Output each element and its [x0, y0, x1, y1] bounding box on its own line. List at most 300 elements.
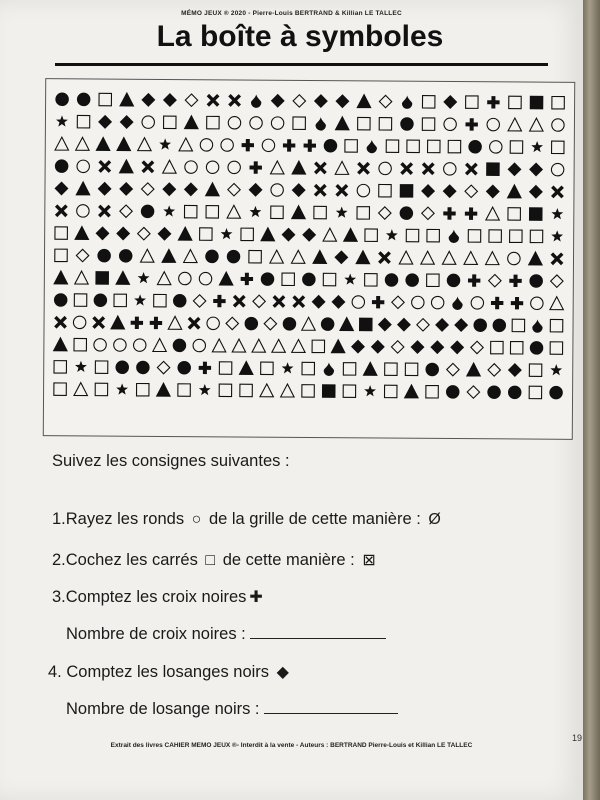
black-triangle-symbol	[405, 385, 418, 398]
answer-crosses-label: Nombre de croix noires :	[66, 625, 246, 643]
black-diamond-symbol	[530, 186, 542, 198]
white-circle-symbol	[228, 117, 240, 129]
white-square-symbol	[249, 250, 261, 262]
black-x-symbol	[294, 296, 304, 306]
white-circle-symbol	[142, 116, 154, 128]
black-square-symbol	[400, 185, 412, 197]
white-triangle-symbol	[75, 271, 88, 284]
white-square-symbol	[95, 361, 107, 373]
black-circle-symbol	[324, 140, 336, 152]
black-x-symbol	[274, 296, 284, 306]
header-credit: MÉMO JEUX ® 2020 - Pierre-Louis BERTRAND & Killian LE TALLEC	[181, 10, 402, 17]
black-diamond-symbol	[249, 184, 261, 196]
white-triangle-symbol	[179, 138, 192, 151]
black-star-symbol	[550, 364, 562, 375]
white-circle-symbol	[179, 272, 191, 284]
white-square-symbol	[200, 228, 212, 240]
black-circle-symbol	[400, 207, 412, 219]
black-triangle-symbol	[356, 251, 369, 264]
white-square-symbol	[427, 229, 439, 241]
white-square-symbol	[510, 230, 522, 242]
black-triangle-symbol	[76, 182, 89, 195]
black-x-symbol	[143, 162, 153, 172]
white-square-symbol	[466, 96, 478, 108]
black-diamond-symbol	[336, 95, 348, 107]
instruction-text: Comptez les croix noires	[65, 588, 247, 606]
white-square-symbol	[552, 141, 564, 153]
black-triangle-symbol	[344, 228, 357, 241]
black-square-symbol	[487, 163, 499, 175]
black-diamond-symbol	[508, 163, 520, 175]
white-square-symbol	[427, 274, 439, 286]
black-circle-symbol	[245, 317, 257, 329]
instruction-1	[52, 510, 444, 529]
black-x-symbol	[93, 317, 103, 327]
white-diamond-symbol	[379, 95, 391, 107]
black-cross-symbol	[131, 317, 143, 329]
black-cross-symbol	[283, 139, 295, 151]
black-diamond-symbol	[444, 96, 456, 108]
black-circle-symbol	[283, 318, 295, 330]
black-diamond-symbol	[98, 183, 110, 195]
white-square-symbol	[530, 230, 542, 242]
white-triangle-symbol	[163, 160, 176, 173]
white-triangle-symbol	[292, 339, 305, 352]
black-star-symbol	[134, 294, 146, 305]
white-triangle-symbol	[281, 384, 294, 397]
black-square-symbol	[530, 208, 542, 220]
black-star-symbol	[336, 206, 348, 217]
white-circle-symbol	[228, 161, 240, 173]
black-cross-symbol	[242, 139, 254, 151]
white-triangle-symbol	[335, 161, 348, 174]
black-square-symbol	[96, 272, 108, 284]
white-diamond-symbol	[391, 341, 403, 353]
white-diamond-symbol	[264, 317, 276, 329]
instruction-number: 1.	[52, 510, 66, 528]
answer-diamonds-field[interactable]	[264, 713, 398, 714]
black-triangle-symbol	[111, 316, 124, 329]
white-circle-symbol	[207, 317, 219, 329]
white-square-symbol	[448, 140, 460, 152]
black-triangle-symbol	[185, 116, 198, 129]
white-circle-symbol	[94, 339, 106, 351]
black-diamond-symbol	[96, 227, 108, 239]
black-diamond-symbol	[443, 185, 455, 197]
white-diamond-symbol	[551, 275, 563, 287]
white-circle-icon: ○	[191, 511, 202, 528]
white-square-symbol	[55, 227, 67, 239]
white-triangle-symbol	[530, 118, 543, 131]
black-circle-symbol	[474, 319, 486, 331]
white-diamond-symbol	[193, 295, 205, 307]
white-diamond-symbol	[228, 183, 240, 195]
black-circle-symbol	[550, 386, 562, 398]
black-diamond-symbol	[99, 116, 111, 128]
black-square-symbol	[360, 318, 372, 330]
white-square-symbol	[137, 383, 149, 395]
black-diamond-symbol	[487, 185, 499, 197]
white-circle-symbol	[221, 139, 233, 151]
white-circle-symbol	[352, 296, 364, 308]
white-square-symbol	[491, 341, 503, 353]
black-triangle-symbol	[120, 93, 133, 106]
black-triangle-symbol	[239, 361, 252, 374]
white-diamond-symbol	[392, 296, 404, 308]
white-circle-symbol	[508, 252, 520, 264]
black-star-symbol	[344, 273, 356, 284]
white-square-symbol	[550, 319, 562, 331]
black-star-symbol	[56, 115, 68, 126]
black-circle-symbol	[174, 295, 186, 307]
white-square-symbol	[345, 140, 357, 152]
black-circle-symbol	[178, 361, 190, 373]
black-cross-symbol	[465, 118, 477, 130]
black-triangle-symbol	[467, 363, 480, 376]
white-triangle-symbol	[550, 297, 563, 310]
black-diamond-icon: ◆	[276, 664, 289, 681]
white-square-symbol	[365, 274, 377, 286]
black-drop-symbol	[367, 140, 377, 153]
white-square-symbol	[426, 386, 438, 398]
white-square-symbol	[240, 384, 252, 396]
black-x-symbol	[401, 163, 411, 173]
answer-crosses	[66, 625, 386, 644]
black-x-symbol	[99, 206, 109, 216]
white-square-symbol	[379, 118, 391, 130]
white-diamond-symbol	[465, 185, 477, 197]
black-diamond-symbol	[332, 296, 344, 308]
black-diamond-symbol	[272, 95, 284, 107]
black-x-symbol	[358, 163, 368, 173]
white-square-symbol	[54, 361, 66, 373]
black-diamond-symbol	[352, 340, 364, 352]
white-triangle-symbol	[270, 250, 283, 263]
black-diamond-symbol	[455, 319, 467, 331]
black-triangle-symbol	[331, 340, 344, 353]
black-circle-symbol	[469, 141, 481, 153]
instruction-number: 3.	[52, 588, 66, 606]
white-triangle-symbol	[157, 272, 170, 285]
white-triangle-symbol	[184, 250, 197, 263]
black-cross-icon: ✚	[249, 589, 263, 606]
symbol-grid	[43, 78, 575, 440]
black-star-symbol	[551, 208, 563, 219]
white-triangle-symbol	[291, 250, 304, 263]
black-diamond-symbol	[120, 183, 132, 195]
white-square-symbol	[529, 386, 541, 398]
black-circle-symbol	[77, 93, 89, 105]
black-drop-symbol	[449, 230, 459, 243]
black-diamond-symbol	[431, 341, 443, 353]
instruction-number: 4.	[48, 663, 62, 681]
black-star-symbol	[386, 229, 398, 240]
black-diamond-symbol	[335, 251, 347, 263]
white-diamond-symbol	[489, 274, 501, 286]
black-diamond-symbol	[303, 229, 315, 241]
black-diamond-symbol	[158, 228, 170, 240]
black-triangle-symbol	[363, 362, 376, 375]
black-diamond-symbol	[411, 341, 423, 353]
black-circle-symbol	[530, 275, 542, 287]
white-circle-symbol	[193, 339, 205, 351]
white-square-symbol	[302, 385, 314, 397]
white-triangle-symbol	[260, 384, 273, 397]
crossed-square-icon: ⊠	[362, 552, 376, 569]
black-circle-symbol	[227, 250, 239, 262]
black-star-symbol	[551, 230, 563, 241]
black-star-symbol	[199, 384, 211, 395]
white-circle-symbol	[471, 297, 483, 309]
page-title: La boîte à symboles	[156, 20, 444, 53]
black-circle-symbol	[488, 386, 500, 398]
black-star-symbol	[364, 385, 376, 396]
black-circle-symbol	[493, 319, 505, 331]
white-square-symbol	[312, 340, 324, 352]
page-number: 19	[572, 733, 583, 743]
black-triangle-symbol	[292, 206, 305, 219]
white-square-symbol	[74, 294, 86, 306]
white-square-symbol	[512, 319, 524, 331]
white-triangle-symbol	[227, 205, 240, 218]
black-square-symbol	[323, 385, 335, 397]
white-circle-symbol	[431, 296, 443, 308]
black-diamond-symbol	[117, 227, 129, 239]
white-circle-symbol	[444, 118, 456, 130]
black-star-symbol	[163, 205, 175, 216]
white-triangle-symbol	[252, 339, 265, 352]
struck-circle-icon: Ø	[428, 511, 441, 528]
answer-diamonds	[66, 700, 398, 719]
white-circle-symbol	[77, 160, 89, 172]
white-square-symbol	[178, 384, 190, 396]
black-triangle-symbol	[162, 249, 175, 262]
black-diamond-symbol	[315, 95, 327, 107]
black-cross-symbol	[241, 273, 253, 285]
instruction-text: Comptez les losanges noirs	[66, 663, 270, 681]
white-diamond-symbol	[226, 317, 238, 329]
white-circle-symbol	[73, 316, 85, 328]
black-triangle-symbol	[219, 272, 232, 285]
answer-crosses-field[interactable]	[250, 638, 386, 639]
white-square-symbol	[271, 206, 283, 218]
black-diamond-symbol	[372, 341, 384, 353]
black-triangle-symbol	[117, 138, 130, 151]
footer-credit: Extrait des livres CAHIER MEMO JEUX ®- Interdit à la vente - Auteurs : BERTRAND Pierre-Louis et Killian LE TALLEC	[110, 742, 473, 749]
black-drop-symbol	[452, 297, 462, 310]
black-diamond-symbol	[292, 184, 304, 196]
white-circle-symbol	[206, 161, 218, 173]
black-cross-symbol	[372, 296, 384, 308]
white-square-symbol	[422, 96, 434, 108]
white-circle-symbol	[487, 118, 499, 130]
white-square-symbol	[357, 207, 369, 219]
black-diamond-symbol	[312, 296, 324, 308]
black-diamond-symbol	[164, 94, 176, 106]
black-triangle-symbol	[157, 383, 170, 396]
white-circle-symbol	[200, 139, 212, 151]
white-triangle-symbol	[323, 228, 336, 241]
instructions-intro: Suivez les consignes suivantes :	[52, 452, 290, 470]
white-square-symbol	[510, 141, 522, 153]
black-star-symbol	[249, 206, 261, 217]
instruction-text-after: de cette manière :	[222, 551, 355, 569]
black-circle-symbol	[56, 93, 68, 105]
white-diamond-symbol	[471, 341, 483, 353]
black-triangle-symbol	[54, 338, 67, 351]
black-circle-symbol	[401, 118, 413, 130]
table-background	[583, 0, 600, 800]
black-star-symbol	[282, 362, 294, 373]
white-diamond-symbol	[379, 207, 391, 219]
black-x-symbol	[56, 206, 66, 216]
white-circle-symbol	[134, 339, 146, 351]
white-diamond-symbol	[447, 363, 459, 375]
white-square-symbol	[422, 118, 434, 130]
white-circle-symbol	[271, 184, 283, 196]
white-square-symbol	[114, 294, 126, 306]
white-square-symbol	[379, 184, 391, 196]
black-star-symbol	[116, 383, 128, 394]
black-drop-symbol	[402, 95, 412, 108]
black-triangle-symbol	[96, 137, 109, 150]
black-cross-symbol	[443, 207, 455, 219]
black-square-symbol	[530, 96, 542, 108]
black-diamond-symbol	[282, 228, 294, 240]
answer-diamonds-label: Nombre de losange noirs :	[66, 700, 260, 718]
white-triangle-symbol	[442, 251, 455, 264]
black-circle-symbol	[119, 250, 131, 262]
white-square-symbol	[207, 116, 219, 128]
white-triangle-symbol	[486, 207, 499, 220]
white-square-symbol	[241, 228, 253, 240]
white-square-symbol	[293, 117, 305, 129]
white-triangle-symbol	[464, 251, 477, 264]
white-circle-symbol	[551, 163, 563, 175]
white-square-symbol	[343, 363, 355, 375]
white-square-symbol	[219, 362, 231, 374]
white-triangle-symbol	[168, 316, 181, 329]
black-cross-symbol	[304, 139, 316, 151]
black-circle-symbol	[206, 250, 218, 262]
black-triangle-symbol	[357, 95, 370, 108]
black-x-symbol	[423, 163, 433, 173]
black-diamond-symbol	[530, 163, 542, 175]
white-square-symbol	[406, 229, 418, 241]
white-square-symbol	[508, 208, 520, 220]
black-drop-symbol	[315, 117, 325, 130]
black-circle-symbol	[321, 318, 333, 330]
white-square-symbol	[343, 385, 355, 397]
white-square-symbol	[219, 384, 231, 396]
black-triangle-symbol	[75, 226, 88, 239]
black-circle-symbol	[94, 294, 106, 306]
black-x-symbol	[337, 185, 347, 195]
black-triangle-symbol	[261, 228, 274, 241]
white-diamond-symbol	[467, 386, 479, 398]
white-square-symbol	[261, 362, 273, 374]
white-square-symbol	[405, 363, 417, 375]
title-divider	[55, 63, 548, 66]
black-diamond-symbol	[379, 318, 391, 330]
black-circle-symbol	[141, 205, 153, 217]
white-square-symbol	[510, 342, 522, 354]
white-circle-symbol	[444, 163, 456, 175]
black-drop-symbol	[532, 319, 542, 332]
white-square-symbol	[77, 115, 89, 127]
black-circle-symbol	[446, 386, 458, 398]
white-square-symbol	[323, 273, 335, 285]
black-drop-symbol	[251, 94, 261, 107]
white-circle-symbol	[250, 117, 262, 129]
instruction-3	[52, 587, 266, 607]
black-triangle-symbol	[120, 160, 133, 173]
white-circle-symbol	[77, 205, 89, 217]
black-x-symbol	[234, 296, 244, 306]
black-diamond-symbol	[436, 319, 448, 331]
black-x-symbol	[55, 317, 65, 327]
white-triangle-symbol	[138, 138, 151, 151]
black-cross-symbol	[511, 297, 523, 309]
white-square-symbol	[314, 206, 326, 218]
white-circle-symbol	[199, 272, 211, 284]
white-diamond-symbol	[120, 205, 132, 217]
white-triangle-symbol	[302, 317, 315, 330]
white-triangle-symbol	[421, 251, 434, 264]
black-x-symbol	[189, 318, 199, 328]
black-x-symbol	[315, 163, 325, 173]
instruction-text: Rayez les ronds	[65, 510, 185, 528]
instruction-text-after: de la grille de cette manière :	[208, 510, 421, 528]
white-triangle-symbol	[399, 251, 412, 264]
black-triangle-symbol	[292, 161, 305, 174]
white-square-symbol	[164, 116, 176, 128]
black-diamond-symbol	[185, 183, 197, 195]
white-diamond-symbol	[185, 94, 197, 106]
black-circle-symbol	[55, 160, 67, 172]
white-triangle-symbol	[55, 137, 68, 150]
white-square-symbol	[154, 294, 166, 306]
black-triangle-symbol	[340, 318, 353, 331]
black-drop-symbol	[324, 363, 334, 376]
white-triangle-symbol	[141, 249, 154, 262]
white-triangle-symbol	[232, 339, 245, 352]
white-circle-symbol	[262, 139, 274, 151]
black-diamond-symbol	[509, 364, 521, 376]
black-diamond-symbol	[120, 116, 132, 128]
black-star-symbol	[75, 361, 87, 372]
white-circle-symbol	[490, 141, 502, 153]
black-triangle-symbol	[206, 183, 219, 196]
black-circle-symbol	[173, 339, 185, 351]
white-circle-symbol	[114, 339, 126, 351]
black-x-symbol	[315, 185, 325, 195]
white-square-symbol	[74, 338, 86, 350]
white-diamond-symbol	[417, 319, 429, 331]
black-cross-symbol	[213, 295, 225, 307]
black-circle-symbol	[116, 361, 128, 373]
black-diamond-symbol	[422, 185, 434, 197]
white-square-symbol	[365, 229, 377, 241]
white-square-symbol	[358, 117, 370, 129]
instruction-number: 2.	[52, 551, 66, 569]
black-circle-symbol	[98, 249, 110, 261]
black-x-symbol	[229, 95, 239, 105]
black-cross-symbol	[249, 161, 261, 173]
white-diamond-symbol	[253, 295, 265, 307]
white-diamond-symbol	[138, 227, 150, 239]
white-circle-symbol	[412, 296, 424, 308]
